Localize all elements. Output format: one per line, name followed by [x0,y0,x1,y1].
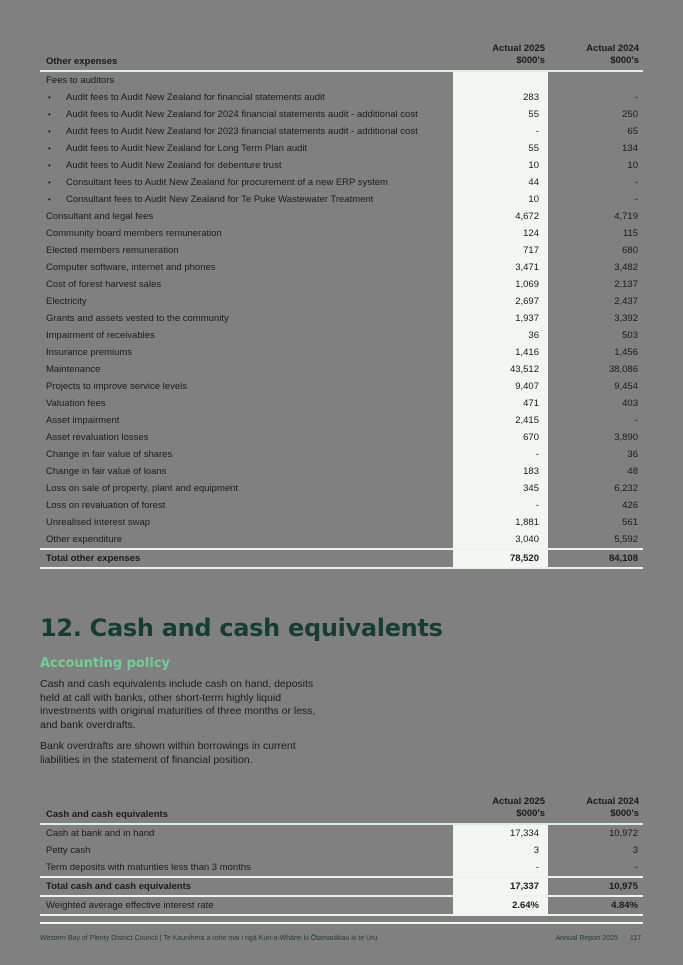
total-row [40,548,643,569]
value-2025: 471 [523,398,539,409]
value-2025: 17,334 [509,828,539,839]
table-row [40,825,643,842]
table-header [40,40,643,70]
value-2024: 2,137 [614,279,638,290]
value-2024: 1,456 [614,347,638,358]
header-col-2024 [549,43,639,67]
col-title: Actual 2024 [586,796,639,807]
table-row [40,140,643,157]
value-2025: 4,672 [515,211,539,222]
value-2025: 3,040 [515,534,539,545]
value-2024: 65 [627,126,638,137]
table-row [40,446,643,463]
value-2024: 6,232 [614,483,638,494]
table-row [40,531,643,548]
row-label: Projects to improve service levels [46,381,187,392]
value-2024: 10,972 [608,828,638,839]
table-row [40,412,643,429]
row-label: Loss on sale of property, plant and equipment [46,483,239,494]
footer-divider [40,922,643,924]
interest-rate-row [40,897,643,916]
policy-paragraph-1: Cash and cash equivalents include cash on hand, deposits held at call with banks, other short-term highly liquid investments with original maturities of three months or less, and bank overdrafts. [40,678,316,731]
value-2025: 44 [528,177,539,188]
row-label: Insurance premiums [46,347,133,358]
value-2024: - [634,862,638,873]
value-2024: 134 [622,143,638,154]
table-row [40,225,643,242]
table-row [40,293,643,310]
value-2024: 426 [622,500,638,511]
value-2024: 403 [622,398,638,409]
table-row [40,395,643,412]
row-label: Cash at bank and in hand [46,828,155,839]
header-col-2024 [549,796,639,820]
value-2025: 1,416 [515,347,539,358]
col-title: Actual 2025 [492,796,545,807]
row-label: Valuation fees [46,398,106,409]
col-unit: $000's [516,55,545,66]
value-2025: 345 [523,483,539,494]
value-2024: 3,890 [614,432,638,443]
table-row [40,429,643,446]
table-row [40,276,643,293]
row-label: Change in fair value of loans [46,466,167,477]
value-2025: 55 [528,143,539,154]
value-2025: 78,520 [509,553,539,564]
row-label: • Consultant fees to Audit New Zealand for procurement of a new ERP system [40,177,445,188]
table-row [40,378,643,395]
table-row [40,361,643,378]
value-2024: 250 [622,109,638,120]
row-label: Other expenditure [46,534,123,545]
value-2024 [546,75,643,86]
value-2025: 3,471 [515,262,539,273]
value-2025: 9,407 [515,381,539,392]
col-unit: $000's [610,55,639,66]
table-row [40,191,643,208]
row-label: Electricity [46,296,87,307]
table-row [40,842,643,859]
value-2024: 10,975 [608,881,638,892]
footer-report-title: Annual Report 2025 [555,935,618,942]
table-row [40,344,643,361]
value-2024: 503 [622,330,638,341]
cash-table [40,793,643,916]
value-2025: 183 [523,466,539,477]
table-row [40,123,643,140]
value-2025: 10 [528,194,539,205]
value-2025: - [535,500,539,511]
table-row [40,106,643,123]
table-row [40,514,643,531]
row-label: • Audit fees to Audit New Zealand for 2024 financial statements audit - additional cost [40,109,445,120]
value-2024: 36 [627,449,638,460]
value-2024: 4,719 [614,211,638,222]
row-label: Impairment of receivables [46,330,155,341]
table-body [40,825,643,916]
row-label: Cost of forest harvest sales [46,279,162,290]
row-label: Maintenance [46,364,101,375]
value-2024: 84,108 [608,553,638,564]
value-2024: 3 [632,845,638,856]
table-row [40,174,643,191]
row-label: Consultant and legal fees [46,211,154,222]
row-label: Unrealised interest swap [46,517,151,528]
value-2025: 1,937 [515,313,539,324]
value-2025 [445,75,546,86]
value-2025: 283 [523,92,539,103]
value-2025: 2,415 [515,415,539,426]
value-2024: 10 [627,160,638,171]
value-2024: 2,437 [614,296,638,307]
value-2025: 670 [523,432,539,443]
section-title: 12. Cash and cash equivalents [40,614,443,642]
table-row [40,463,643,480]
value-2024: 3,392 [614,313,638,324]
value-2024: - [634,194,638,205]
page-number: 117 [629,935,641,942]
col-title: Actual 2025 [492,43,545,54]
table-row [40,208,643,225]
row-label: • Audit fees to Audit New Zealand for Long Term Plan audit [40,143,445,154]
header-col-2025 [445,43,545,67]
value-2025: 124 [523,228,539,239]
value-2025: 10 [528,160,539,171]
other-expenses-table [40,40,643,569]
section-subtitle: Accounting policy [40,656,170,671]
value-2024: 4.84% [611,900,638,911]
table-body [40,72,643,569]
value-2025: 17,337 [509,881,539,892]
table-header [40,793,643,823]
value-2024: 3,482 [614,262,638,273]
table-row [40,310,643,327]
table-row [40,89,643,106]
value-2024: 9,454 [614,381,638,392]
value-2025: 717 [523,245,539,256]
row-label: • Audit fees to Audit New Zealand for financial statements audit [40,92,445,103]
row-label: Total cash and cash equivalents [46,881,192,892]
table-row [40,859,643,876]
value-2024: - [634,92,638,103]
value-2024: 38,086 [608,364,638,375]
value-2025: 43,512 [509,364,539,375]
table-row [40,242,643,259]
value-2025: 1,069 [515,279,539,290]
row-label: Term deposits with maturities less than 3 months [46,862,251,873]
total-row [40,876,643,897]
row-label: Community board members remuneration [46,228,222,239]
table-row [40,480,643,497]
header-label: Cash and cash equivalents [46,809,168,820]
value-2025: 36 [528,330,539,341]
table-row [40,327,643,344]
value-2024: 561 [622,517,638,528]
row-label: Total other expenses [46,553,141,564]
row-label: Weighted average effective interest rate [46,900,214,911]
value-2025: 2,697 [515,296,539,307]
col-unit: $000's [610,808,639,819]
value-2025: - [535,862,539,873]
row-label: Computer software, internet and phones [46,262,216,273]
value-2025: - [535,449,539,460]
table-row [40,497,643,514]
value-2025: 3 [533,845,539,856]
value-2024: 48 [627,466,638,477]
value-2025: - [535,126,539,137]
value-2024: 680 [622,245,638,256]
table-row [40,72,643,89]
row-label: Change in fair value of shares [46,449,173,460]
row-label: Petty cash [46,845,91,856]
footer-council-name: Western Bay of Plenty District Council | Te Kaunihera a rohe mai i ngā Kuri-a-Whārei ki Ōtamarākau ki te Uru [40,935,378,942]
col-title: Actual 2024 [586,43,639,54]
row-label: Loss on revaluation of forest [46,500,166,511]
row-label: Asset impairment [46,415,120,426]
value-2025: 1,881 [515,517,539,528]
row-label: • Audit fees to Audit New Zealand for debenture trust [40,160,445,171]
value-2024: - [634,177,638,188]
value-2025: 55 [528,109,539,120]
header-label: Other expenses [46,56,118,67]
table-row [40,259,643,276]
row-label: Elected members remuneration [46,245,179,256]
value-2024: 115 [622,228,638,239]
table-row [40,157,643,174]
row-label: Fees to auditors [46,75,115,86]
value-2024: 5,592 [614,534,638,545]
header-col-2025 [445,796,545,820]
row-label: Asset revaluation losses [46,432,149,443]
value-2025: 2.64% [512,900,539,911]
policy-paragraph-2: Bank overdrafts are shown within borrowings in current liabilities in the statement of financial position. [40,740,296,766]
footer-page-info [556,935,641,942]
value-2024: - [634,415,638,426]
row-label: Grants and assets vested to the community [46,313,229,324]
row-label: • Consultant fees to Audit New Zealand for Te Puke Wastewater Treatment [40,194,445,205]
col-unit: $000's [516,808,545,819]
row-label: • Audit fees to Audit New Zealand for 2023 financial statements audit - additional cost [40,126,445,137]
